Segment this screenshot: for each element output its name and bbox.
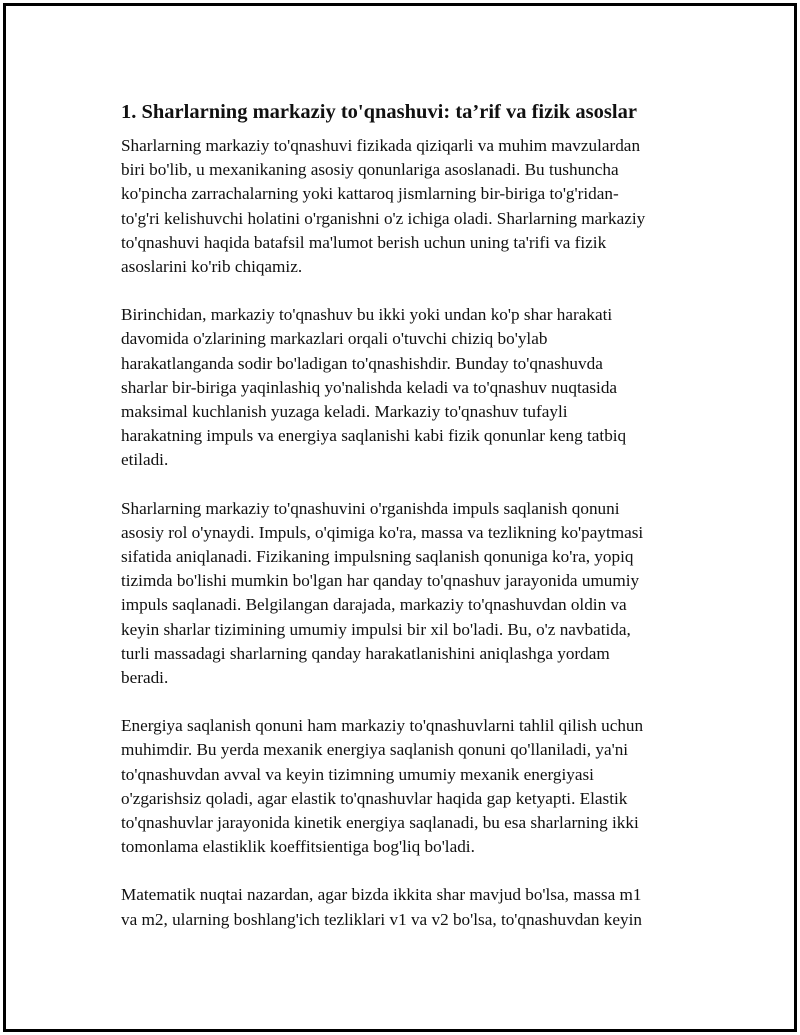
paragraph-momentum [121, 497, 691, 691]
text-line: harakatning impuls va energiya saqlanishi kabi fizik qonunlar keng tatbiq [121, 426, 627, 446]
text-line: beradi. [121, 668, 169, 688]
text-line: keyin sharlar tizimining umumiy impulsi bir xil bo'ladi. Bu, o'z navbatida, [121, 619, 631, 639]
text-line: ko'pincha zarrachalarning yoki kattaroq jismlarning bir-biriga to'g'ridan- [121, 184, 619, 204]
text-line: to'g'ri kelishuvchi holatini o'rganishni o'z ichiga oladi. Sharlarning markaziy [121, 208, 646, 228]
text-line: Sharlarning markaziy to'qnashuvi fizikada qiziqarli va muhim mavzulardan [121, 136, 641, 155]
text-line: maksimal kuchlanish yuzaga keladi. Markaziy to'qnashuv tufayli [121, 402, 568, 422]
document-body [121, 98, 691, 956]
paragraph-energy [121, 714, 691, 859]
text-line: Sharlarning markaziy to'qnashuvini o'rganishda impuls saqlanish qonuni [121, 498, 620, 518]
text-line: Matematik nuqtai nazardan, agar bizda ikkita shar mavjud bo'lsa, massa m1 [121, 885, 642, 905]
text-line: to'qnashuvi haqida batafsil ma'lumot berish uchun uning ta'rifi va fizik [121, 232, 607, 252]
text-line: biri bo'lib, u mexanikaning asosiy qonunlariga asoslanadi. Bu tushuncha [121, 160, 619, 180]
text-line: asoslarini ko'rib chiqamiz. [121, 257, 303, 277]
text-line: etiladi. [121, 450, 169, 470]
text-line: davomida o'zlarining markazlari orqali o'tuvchi chiziq bo'ylab [121, 329, 548, 349]
text-line: impuls saqlanadi. Belgilangan darajada, markaziy to'qnashuvdan oldin va [121, 595, 627, 615]
page-frame [3, 3, 797, 1032]
paragraph-mathematical [121, 883, 691, 931]
text-line: asosiy rol o'ynaydi. Impuls, o'qimiga ko'ra, massa va tezlikning ko'paytmasi [121, 522, 644, 542]
paragraph-central-collision [121, 303, 691, 472]
text-line: to'qnashuvlar jarayonida kinetik energiya saqlanadi, bu esa sharlarning ikki [121, 813, 639, 833]
text-line: sifatida aniqlanadi. Fizikaning impulsning saqlanish qonuniga ko'ra, yopiq [121, 547, 634, 567]
text-line: tizimda bo'lishi mumkin bo'lgan har qanday to'qnashuv jarayonida umumiy [121, 571, 640, 591]
text-line: turli massadagi sharlarning qanday harakatlanishini aniqlashga yordam [121, 643, 610, 663]
text-line: to'qnashuvdan avval va keyin tizimning umumiy mexanik energiyasi [121, 764, 594, 784]
text-line: sharlar bir-biriga yaqinlashiq yo'nalishda keladi va to'qnashuv nuqtasida [121, 377, 618, 397]
text-line: harakatlanganda sodir bo'ladigan to'qnashishdir. Bunday to'qnashuvda [121, 353, 603, 373]
text-line: muhimdir. Bu yerda mexanik energiya saqlanish qonuni qo'llaniladi, ya'ni [121, 740, 629, 760]
text-line: tomonlama elastiklik koeffitsientiga bog'liq bo'ladi. [121, 837, 475, 857]
text-line: va m2, ularning boshlang'ich tezliklari v1 va v2 bo'lsa, to'qnashuvdan keyin [121, 909, 642, 929]
text-line: Birinchidan, markaziy to'qnashuv bu ikki yoki undan ko'p shar harakati [121, 305, 613, 325]
section-heading: 1. Sharlarning markaziy to'qnashuvi: ta’rif va fizik asoslar [121, 101, 637, 123]
text-line: o'zgarishsiz qoladi, agar elastik to'qnashuvlar haqida gap ketyapti. Elastik [121, 788, 628, 808]
paragraph-definition [121, 134, 691, 279]
text-line: Energiya saqlanish qonuni ham markaziy to'qnashuvlarni tahlil qilish uchun [121, 716, 644, 736]
